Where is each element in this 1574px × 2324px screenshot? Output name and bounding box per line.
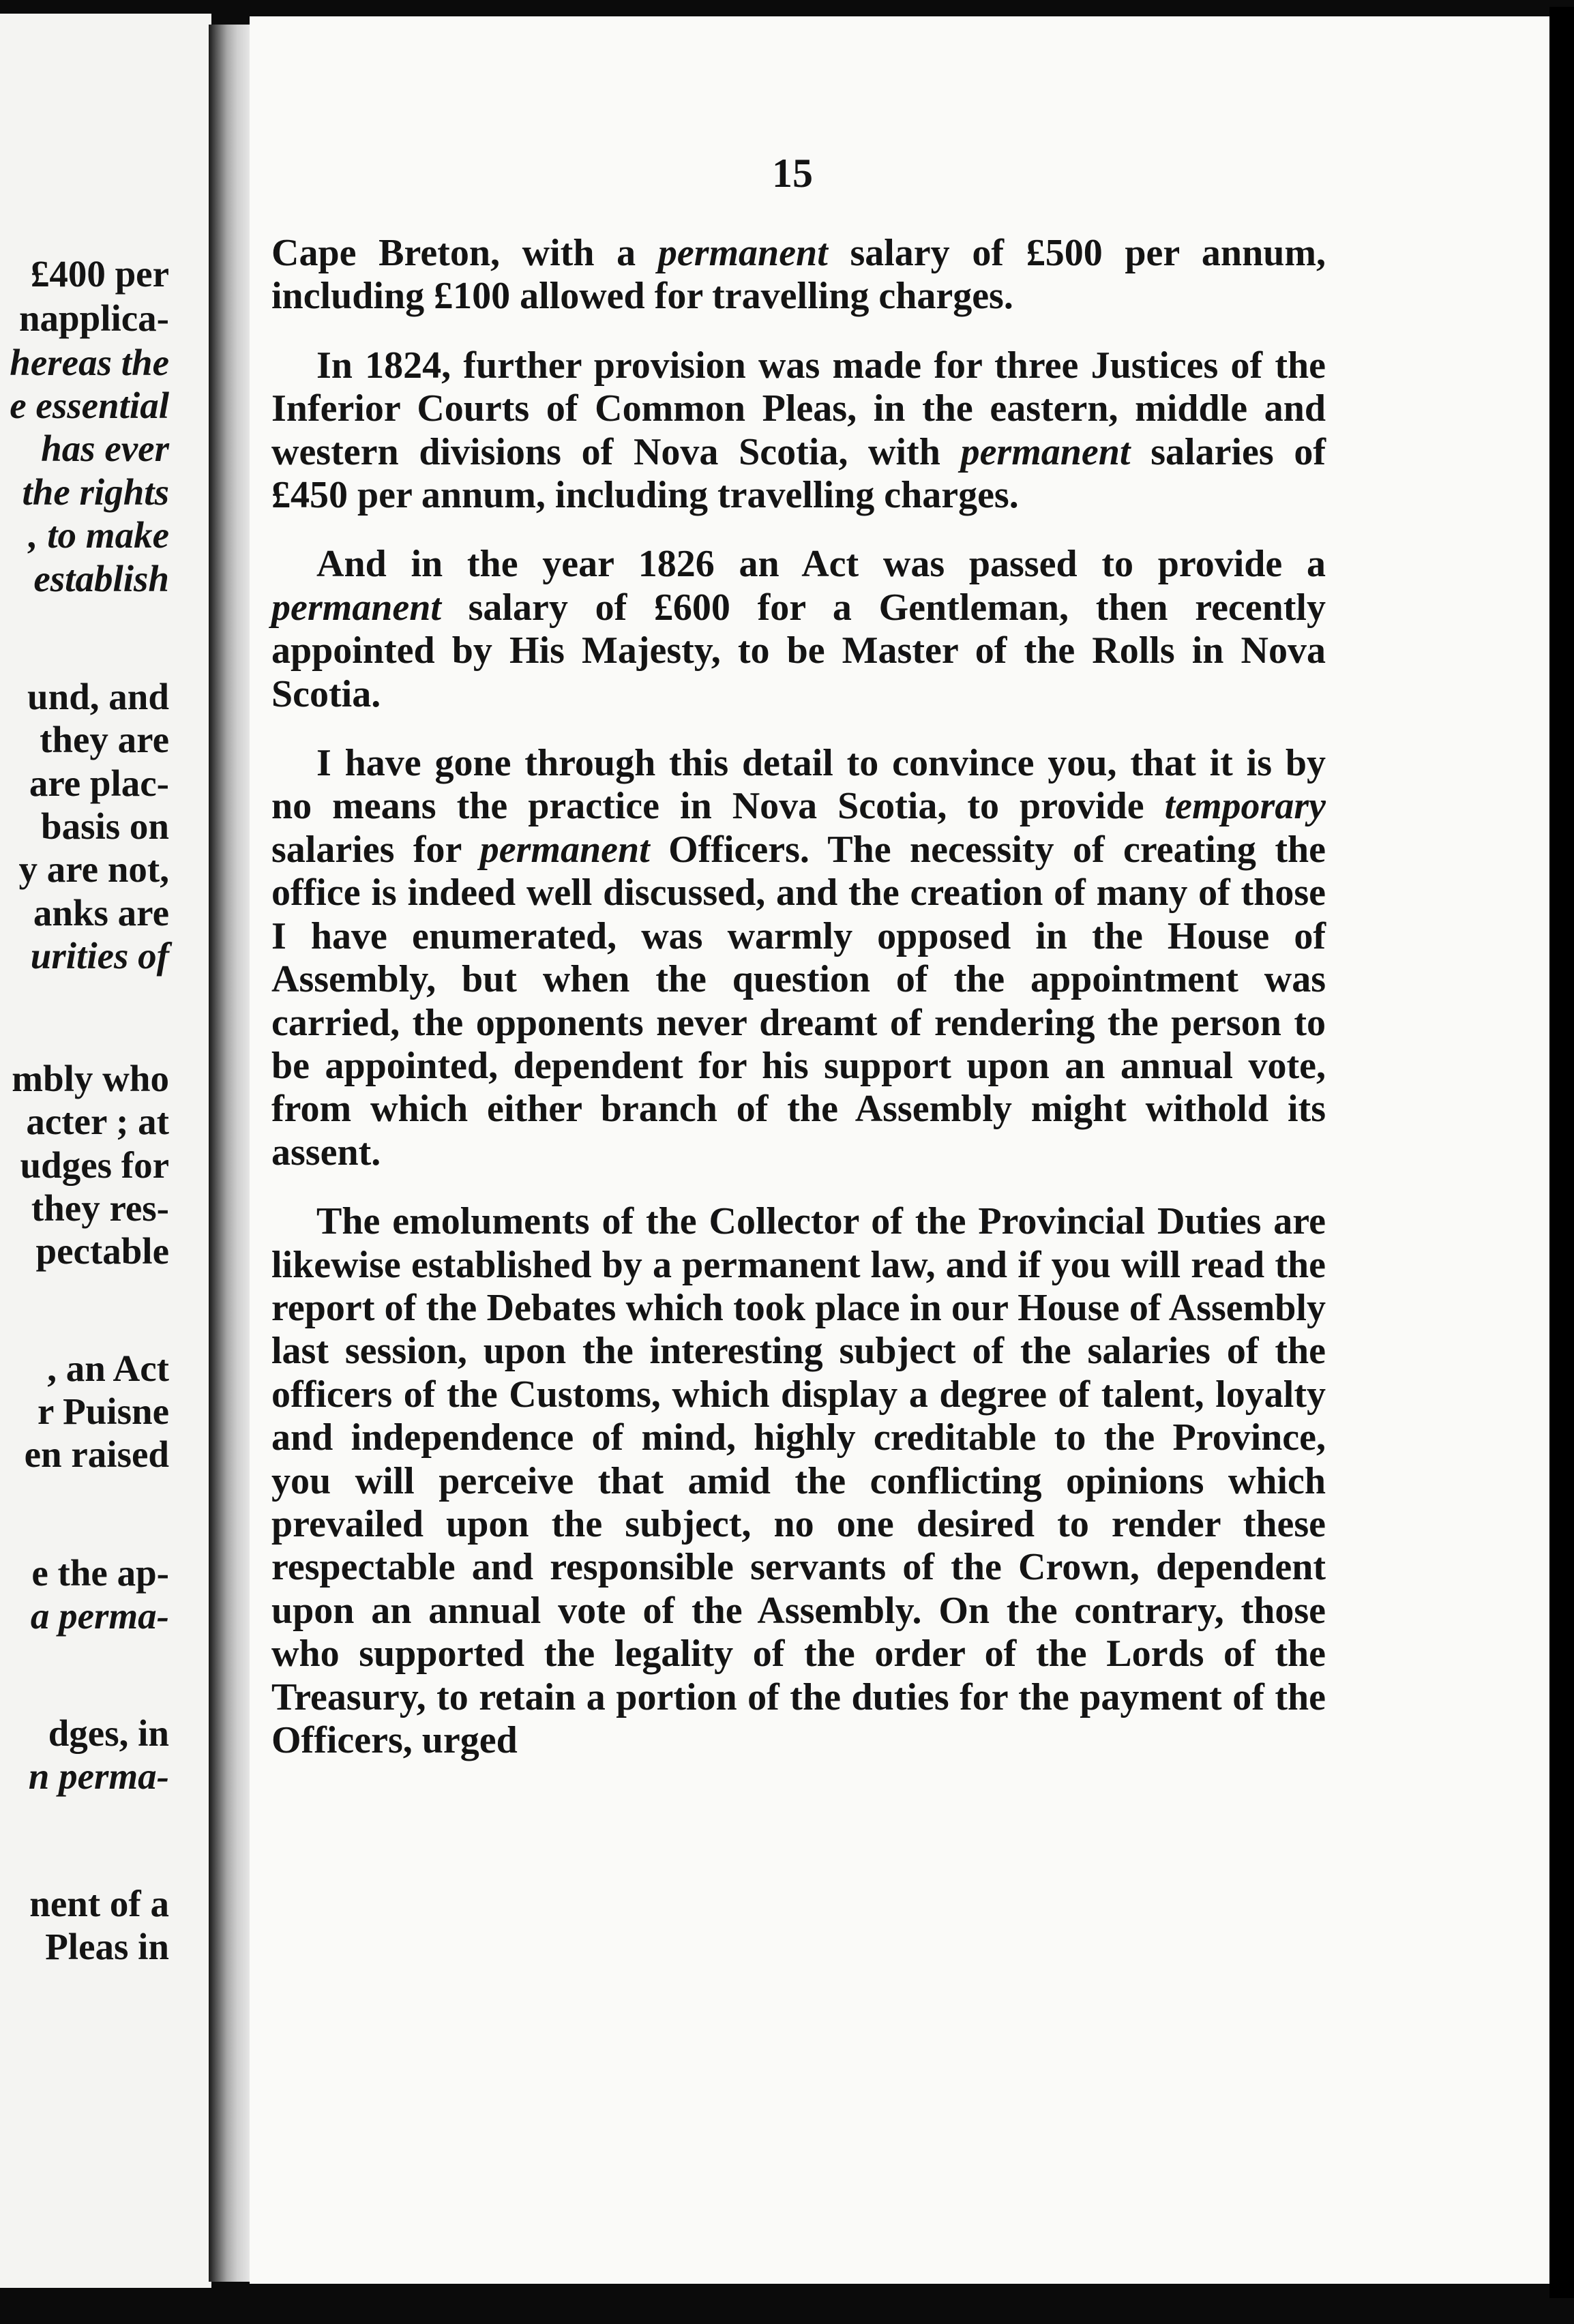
text-segment: salary of £600 for a Gentleman, then recently appointed by His Majesty, to be Master of the Rolls in Nova Scotia. — [271, 586, 1326, 715]
text-segment: And in the year 1826 an Act was passed to provide a — [316, 543, 1326, 586]
left-page-line: udges for — [20, 1144, 169, 1186]
left-page-line: n perma- — [28, 1755, 169, 1797]
left-page-line: y are not, — [18, 848, 169, 890]
left-page-line: nent of a — [29, 1883, 169, 1924]
italic-text: temporary — [1164, 785, 1326, 828]
paragraph — [271, 232, 1326, 318]
left-page-line: the rights — [22, 471, 169, 513]
text-segment: Officers. The necessity of creating the office is indeed well discussed, and the creation of many of those I have enumerated, was warmly opposed in the House of Assembly, but when the question of the appointment was carried, the opponents never dreamt of rendering the person to be appointed, dependent for his support upon an annual vote, from which either branch of the Assembly might withold its assent. — [271, 828, 1326, 1174]
paragraph — [271, 543, 1326, 716]
italic-text: permanent — [960, 430, 1131, 473]
left-page-line: napplica- — [18, 297, 169, 339]
left-page-line: , an Act — [47, 1347, 169, 1389]
left-page-line: mbly who — [12, 1058, 169, 1099]
left-page-line: dges, in — [48, 1712, 169, 1754]
left-page-line: r Puisne — [37, 1390, 169, 1432]
left-page-line: pectable — [35, 1230, 169, 1272]
body-text — [271, 232, 1326, 1762]
left-page-line: e the ap- — [31, 1552, 169, 1594]
italic-text: permanent — [657, 232, 828, 274]
left-page-line: has ever — [41, 428, 169, 469]
left-page-line: hereas the — [10, 342, 169, 383]
left-page-line: are plac- — [29, 762, 169, 804]
left-page-line: en raised — [24, 1433, 169, 1475]
text-segment: I have gone through this detail to convince you, that it is by no means the practice in Nova Scotia, to provide — [271, 742, 1326, 828]
page-number: 15 — [772, 151, 813, 196]
paragraph — [271, 742, 1326, 1174]
paragraph — [271, 1200, 1326, 1762]
left-page-line: urities of — [30, 935, 169, 977]
text-segment: salary of £500 per annum, including £100 allowed for travelling charges. — [271, 232, 1326, 318]
left-page-line: £400 per — [30, 253, 169, 295]
left-page-line: establish — [33, 558, 169, 599]
text-segment: salaries of £450 per annum, including travelling charges. — [271, 430, 1326, 517]
left-page-line: acter ; at — [26, 1101, 169, 1142]
text-segment: The emoluments of the Collector of the Provincial Duties are likewise established by a permanent law, and if you will read the report of the Debates which took place in our House of Assembly last session, upon the interesting subject of the salaries of the officers of the Customs, which display a degree of talent, loyalty and independence of mind, highly creditable to the Province, you will perceive that amid the conflicting opinions which prevailed upon the subject, no one desired to render these respectable and responsible servants of the Crown, dependent upon an annual vote of the Assembly. On the contrary, those who supported the legality of the order of the Lords of the Treasury, to retain a portion of the duties for the payment of the Officers, urged — [271, 1200, 1326, 1761]
italic-text: permanent — [271, 586, 441, 629]
text-segment: Cape Breton, with a — [271, 232, 658, 274]
left-page — [0, 14, 211, 2288]
paragraph — [271, 344, 1326, 518]
page-edge-shadow — [1549, 7, 1574, 2298]
left-page-line: anks are — [33, 892, 169, 934]
left-page-line: und, and — [27, 676, 169, 717]
left-page-line: a perma- — [30, 1595, 169, 1637]
left-page-line: Pleas in — [45, 1926, 169, 1967]
book-gutter — [209, 25, 250, 2282]
left-page-line: basis on — [40, 805, 169, 847]
italic-text: permanent — [479, 828, 650, 871]
left-page-line: they res- — [31, 1187, 169, 1229]
left-page-line: e essential — [10, 385, 169, 426]
left-page-line: they are — [40, 719, 169, 760]
text-segment: salaries for — [271, 828, 480, 871]
left-page-line: , to make — [28, 514, 169, 556]
text-segment: In 1824, further provision was made for three Justices of the Inferior Courts of Common Pleas, in the eastern, middle and western divisions of Nova Scotia, with — [271, 344, 1326, 473]
